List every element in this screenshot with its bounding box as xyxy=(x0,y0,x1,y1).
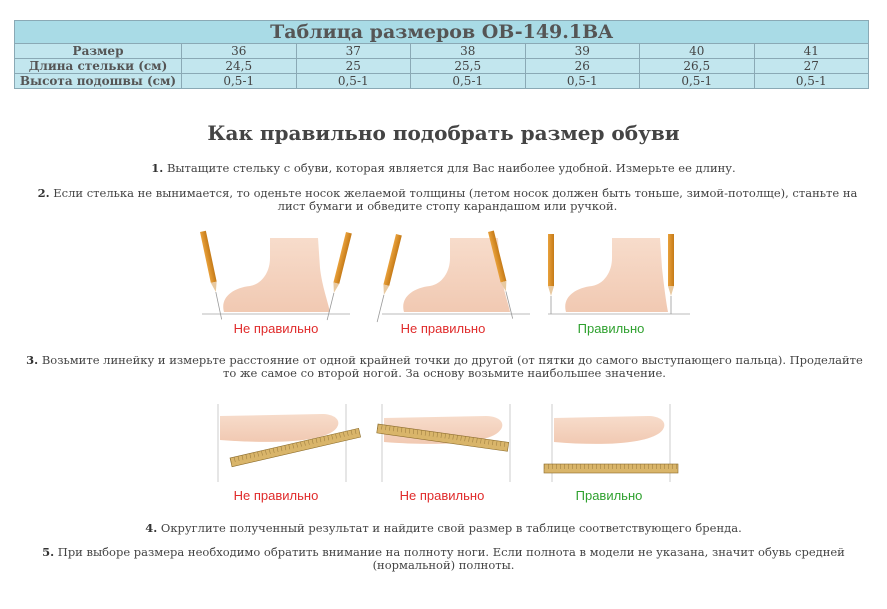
size-table xyxy=(14,20,869,89)
foot-tracing-illustration xyxy=(190,228,700,324)
row-label: Длина стельки (см) xyxy=(15,59,182,74)
step-number: 1. xyxy=(151,161,164,175)
ruler-correct-image xyxy=(544,404,678,482)
foot-correct-image xyxy=(548,234,690,314)
table-cell: 40 xyxy=(640,44,755,59)
step-text: При выборе размера необходимо обратить внимание на полноту ноги. Если полнота в модели не указана, значит обувь средней (нормальной) полноты. xyxy=(57,545,845,572)
table-cell: 0,5-1 xyxy=(411,74,526,89)
table-cell: 0,5-1 xyxy=(640,74,755,89)
table-cell: 38 xyxy=(411,44,526,59)
table-cell: 0,5-1 xyxy=(754,74,869,89)
caption-wrong: Не правильно xyxy=(400,321,486,336)
table-cell: 37 xyxy=(296,44,411,59)
table-cell: 0,5-1 xyxy=(182,74,297,89)
caption-wrong: Не правильно xyxy=(399,488,485,503)
step-2 xyxy=(30,187,865,213)
pencil-icon xyxy=(668,234,674,314)
table-cell: 26,5 xyxy=(640,59,755,74)
table-cell: 26 xyxy=(525,59,640,74)
row-label: Размер xyxy=(15,44,182,59)
table-cell: 41 xyxy=(754,44,869,59)
step-text: Если стелька не вынимается, то оденьте носок желаемой толщины (летом носок должен быть тоньше, зимой-потолще), станьте на лист бумаги и обведите стопу карандашом или ручкой. xyxy=(53,186,858,213)
table-cell: 36 xyxy=(182,44,297,59)
table-cell: 39 xyxy=(525,44,640,59)
step-1 xyxy=(20,162,867,175)
step-text: Вытащите стельку с обуви, которая является для Вас наиболее удобной. Измерьте ее длину. xyxy=(166,161,736,175)
ruler-icon xyxy=(544,464,678,473)
pencil-icon xyxy=(200,231,225,320)
step-number: 5. xyxy=(42,545,55,559)
step-number: 2. xyxy=(37,186,50,200)
row-label: Высота подошвы (см) xyxy=(15,74,182,89)
table-cell: 0,5-1 xyxy=(296,74,411,89)
step-number: 4. xyxy=(145,521,158,535)
foot-wrong-2-image xyxy=(374,231,530,323)
foot-wrong-1-image xyxy=(200,231,352,321)
caption-correct: Правильно xyxy=(575,488,643,503)
table-row xyxy=(15,59,869,74)
table-cell: 24,5 xyxy=(182,59,297,74)
caption-wrong: Не правильно xyxy=(233,321,319,336)
table-cell: 27 xyxy=(754,59,869,74)
step-5 xyxy=(40,546,847,572)
caption-wrong: Не правильно xyxy=(233,488,319,503)
ruler-wrong-2-image xyxy=(377,404,510,482)
table-cell: 25 xyxy=(296,59,411,74)
step-4 xyxy=(20,522,867,535)
table-row xyxy=(15,44,869,59)
table-cell: 0,5-1 xyxy=(525,74,640,89)
pencil-icon xyxy=(548,234,554,314)
step-text: Возьмите линейку и измерьте расстояние от одной крайней точки до другой (от пятки до самого выступающего пальца). Проделайте то же самое со второй ногой. За основу возьмите наибольшее значение. xyxy=(41,353,863,380)
foot-ruler-illustration xyxy=(212,404,682,486)
guide-title: Как правильно подобрать размер обуви xyxy=(207,121,680,145)
step-number: 3. xyxy=(26,353,39,367)
table-row xyxy=(15,74,869,89)
pencil-icon xyxy=(374,234,402,323)
size-table-title: Таблица размеров OB-149.1BA xyxy=(15,21,869,44)
ruler-wrong-1-image xyxy=(218,404,361,482)
step-3 xyxy=(22,354,867,380)
step-text: Округлите полученный результат и найдите свой размер в таблице соответствующего бренда. xyxy=(160,521,742,535)
caption-correct: Правильно xyxy=(577,321,645,336)
table-cell: 25,5 xyxy=(411,59,526,74)
